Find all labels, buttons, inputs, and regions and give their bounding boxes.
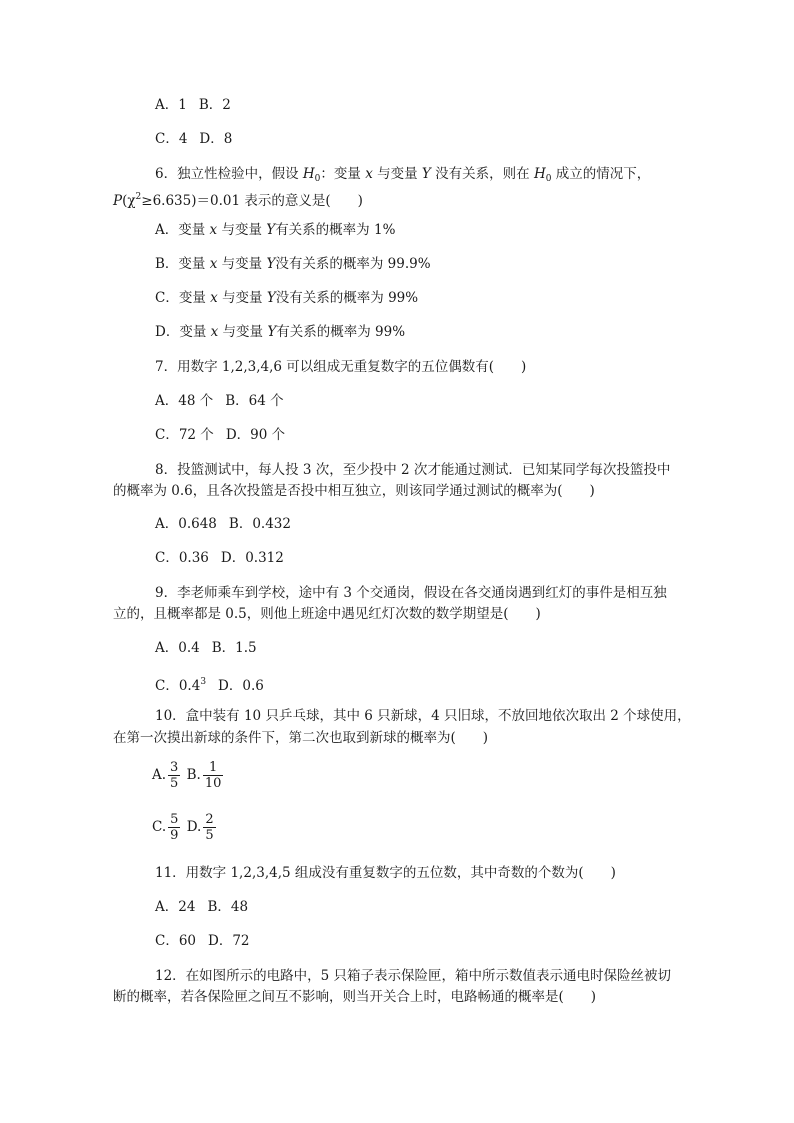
q8-options-row1: [155, 515, 291, 533]
q9-options-row1: [155, 639, 257, 657]
q6-stem-line1: [155, 165, 650, 188]
q10-option-c-fraction: [168, 812, 180, 843]
q7-option-c: C．72 个: [155, 427, 214, 443]
q6-text: 与变量: [221, 256, 263, 272]
q6-h-symbol: H: [302, 166, 315, 182]
q10-option-a-label: A.: [152, 767, 167, 783]
q10-option-b-fraction: [203, 760, 224, 791]
fraction-numerator: 5: [170, 812, 179, 827]
q6-chi-superscript: 2: [135, 192, 142, 202]
q11-stem: 11．用数字 1,2,3,4,5 组成没有重复数字的五位数，其中奇数的个数为( ): [155, 865, 616, 881]
fraction-denominator: 5: [205, 828, 214, 843]
q5-options-row1: [155, 96, 231, 114]
q7-option-d: D．90 个: [225, 427, 286, 443]
q6-text: ≥6.635)＝0.01 表示的意义是( ): [141, 193, 363, 209]
q6-y-symbol: Y: [266, 256, 276, 272]
q6-x-symbol: x: [365, 166, 373, 182]
q5-option-a: A．1: [155, 97, 187, 113]
q9-option-a: A．0.4: [155, 640, 200, 656]
q6-y-symbol: Y: [266, 222, 276, 238]
q10-stem-line1: 10．盒中装有 10 只乒乓球，其中 6 只新球，4 只旧球，不放回地依次取出 2 个球使用，: [155, 708, 691, 724]
q6-text: 有关系的概率为 1%: [275, 222, 396, 238]
q9-stem-line1: 9．李老师乘车到学校，途中有 3 个交通岗，假设在各交通岗遇到红灯的事件是相互独: [155, 585, 667, 601]
q8-option-c: C．0.36: [155, 550, 209, 566]
q6-option-a: [155, 221, 395, 239]
q6-y-symbol: Y: [266, 290, 276, 306]
q8-stem-line1: 8．投篮测试中，每人投 3 次，至少投中 2 次才能通过测试．已知某同学每次投篮投中: [155, 462, 671, 478]
q5-options-row2: [155, 130, 232, 148]
q5-option-b: B．2: [198, 97, 231, 113]
q6-text: 有关系的概率为 99%: [276, 324, 406, 340]
q6-x-symbol: x: [210, 324, 219, 340]
q6-option-b: [155, 255, 431, 273]
q6-text: C．变量: [155, 290, 206, 306]
q8-options-row2: [155, 549, 284, 567]
q9-option-c-exponent: 3: [200, 677, 207, 687]
fraction-denominator: 5: [170, 776, 179, 791]
q12-stem-line2: 断的概率，若各保险匣之间互不影响，则当开关合上时，电路畅通的概率是( ): [113, 989, 597, 1005]
q6-text: 没有关系，则在: [435, 166, 530, 182]
q6-x-symbol: x: [210, 290, 218, 306]
fraction-numerator: 2: [205, 812, 214, 827]
q6-text: 没有关系的概率为 99%: [275, 290, 419, 306]
q6-text: B．变量: [155, 256, 206, 272]
q9-option-c: [155, 678, 206, 694]
q6-option-d: [155, 323, 405, 341]
q6-text: 与变量: [377, 166, 418, 182]
q8-option-d: D．0.312: [220, 550, 284, 566]
q5-option-d: D．8: [199, 131, 233, 147]
q6-y-symbol: Y: [267, 324, 277, 340]
q6-h-subscript: 0: [545, 174, 552, 184]
q7-options-row1: [155, 392, 284, 410]
q12-stem-line1: 12．在如图所示的电路中，5 只箱子表示保险匣，箱中所示数值表示通电时保险丝被切: [155, 968, 672, 984]
q8-stem-line2: 的概率为 0.6，且各次投篮是否投中相互独立，则该同学通过测试的概率为( ): [113, 483, 595, 499]
q7-option-b: B．64 个: [225, 393, 284, 409]
fraction-denominator: 9: [170, 828, 179, 843]
fraction-numerator: 3: [170, 760, 179, 775]
q11-option-d: D．72: [208, 933, 250, 949]
q10-stem-line2: 在第一次摸出新球的条件下，第二次也取到新球的概率为( ): [113, 730, 489, 746]
q9-stem-line2: 立的，且概率都是 0.5，则他上班途中遇见红灯次数的数学期望是( ): [113, 606, 541, 622]
q11-options-row2: [155, 932, 250, 950]
q9-option-b: B．1.5: [211, 640, 257, 656]
q9-option-d: D．0.6: [218, 678, 264, 694]
q7-option-a: A．48 个: [155, 393, 214, 409]
q9-options-row2: [155, 673, 264, 695]
q6-h-symbol: H: [533, 166, 546, 182]
q6-x-symbol: x: [209, 222, 218, 238]
q10-option-a-fraction: [168, 760, 180, 791]
q7-stem: 7．用数字 1,2,3,4,6 可以组成无重复数字的五位偶数有( ): [155, 359, 527, 375]
q11-option-c: C．60: [155, 933, 197, 949]
q10-options-row1: [152, 760, 225, 791]
q10-option-d-fraction: [203, 812, 215, 843]
q10-option-b-label: B.: [186, 767, 201, 783]
q7-options-row2: [155, 426, 285, 444]
fraction-numerator: 1: [203, 760, 224, 776]
q6-h-subscript: 0: [314, 174, 321, 184]
q10-option-c-label: C.: [152, 819, 167, 835]
q5-option-c: C．4: [155, 131, 188, 147]
q6-text: 成立的情况下，: [555, 166, 651, 182]
q6-option-c: [155, 289, 418, 307]
q6-text: 6．独立性检验中，假设: [155, 166, 299, 182]
q6-text: D．变量: [155, 324, 207, 340]
q6-text: A．变量: [155, 222, 206, 238]
q8-option-a: A．0.648: [155, 516, 217, 532]
q6-text: ：变量: [320, 166, 361, 182]
q6-text: 没有关系的概率为 99.9%: [275, 256, 431, 272]
q6-stem-line2: [113, 188, 363, 210]
q11-options-row1: [155, 898, 248, 916]
q6-text: 与变量: [222, 290, 263, 306]
q6-p-symbol: P: [113, 193, 123, 209]
q10-options-row2: [152, 812, 218, 843]
q11-option-b: B．48: [207, 899, 249, 915]
q6-text: 与变量: [222, 324, 264, 340]
q6-y-symbol: Y: [421, 166, 431, 182]
q6-text: (χ: [122, 193, 136, 209]
q6-x-symbol: x: [209, 256, 218, 272]
q10-option-d-label: D.: [186, 819, 202, 835]
q8-option-b: B．0.432: [228, 516, 291, 532]
q11-option-a: A．24: [155, 899, 196, 915]
fraction-denominator: 10: [204, 776, 222, 791]
q6-text: 与变量: [221, 222, 262, 238]
q9-option-c-base: C．0.4: [155, 678, 201, 694]
